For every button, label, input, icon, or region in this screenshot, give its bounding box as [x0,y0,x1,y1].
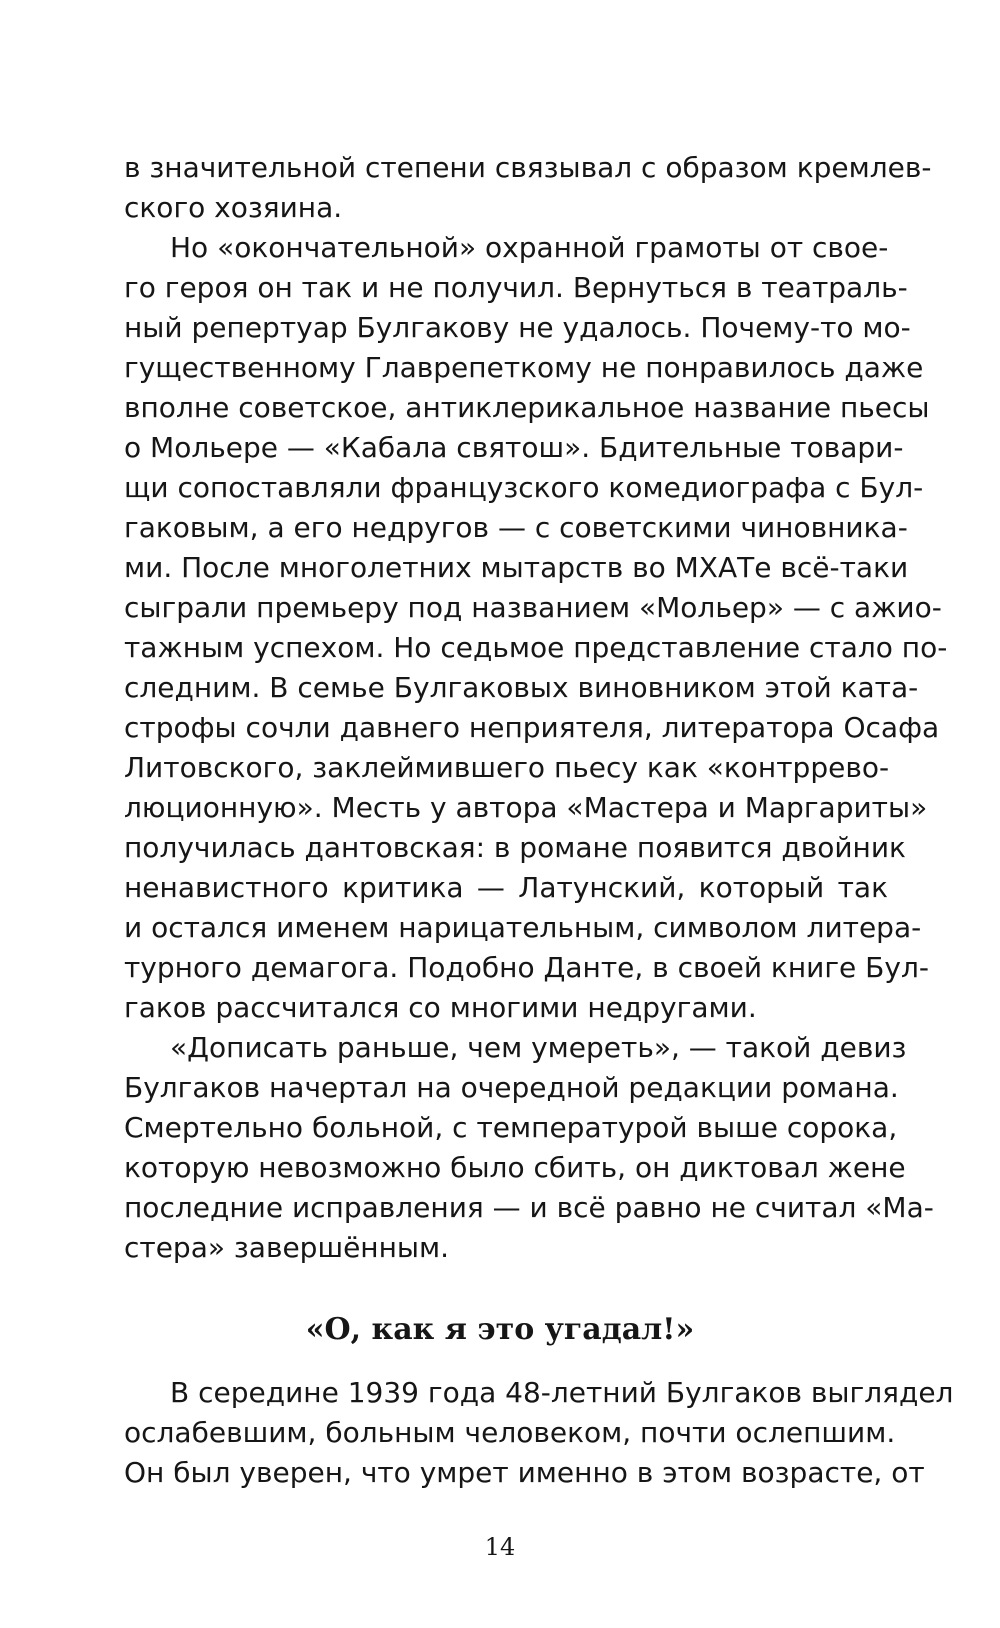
text-line: стера» завершённым. [124,1231,450,1264]
text-line: В середине 1939 года 48-летний Булгаков выглядел [170,1376,954,1409]
text-line: ненавистного критика — Латунский, который так [124,871,888,904]
text-line: Литовского, заклеймившего пьесу как «контррево- [124,751,890,784]
text-line: вполне советское, антиклерикальное название пьесы [124,391,930,424]
text-line: Он был уверен, что умрет именно в этом возрасте, от [124,1456,925,1489]
section-heading: «О, как я это угадал!» [305,1312,695,1347]
text-line: тажным успехом. Но седьмое представление стало по- [124,631,948,664]
text-line: «Дописать раньше, чем умереть», — такой девиз [170,1031,907,1064]
text-line: ный репертуар Булгакову не удалось. Почему-то мо- [124,311,911,344]
text-line: Булгаков начертал на очередной редакции романа. [124,1071,899,1104]
text-line: которую невозможно было сбить, он диктовал жене [124,1151,906,1184]
text-line: следним. В семье Булгаковых виновником этой ката- [124,671,919,704]
text-line: ослабевшим, больным человеком, почти ослепшим. [124,1416,896,1449]
text-line: строфы сочли давнего неприятеля, литератора Осафа [124,711,940,744]
text-line: турного демагога. Подобно Данте, в своей книге Бул- [124,951,929,984]
page-number: 14 [484,1533,516,1561]
text-line: гаковым, а его недругов — с советскими чиновника- [124,511,908,544]
text-line: в значительной степени связывал с образом кремлев- [124,151,932,184]
text-line: люционную». Месть у автора «Мастера и Маргариты» [124,791,928,824]
text-line: гаков рассчитался со многими недругами. [124,991,757,1024]
text-line: получилась дантовская: в романе появится двойник [124,831,906,864]
text-line: Но «окончательной» охранной грамоты от свое- [170,231,889,264]
text-line: и остался именем нарицательным, символом литера- [124,911,922,944]
text-line: ми. После многолетних мытарств во МХАТе всё-таки [124,551,909,584]
text-line: сыграли премьеру под названием «Мольер» — с ажио- [124,591,942,624]
text-line: гущественному Главрепеткому не понравилось даже [124,351,924,384]
text-line: ского хозяина. [124,191,343,224]
text-line: о Мольере — «Кабала святош». Бдительные товари- [124,431,904,464]
text-line: го героя он так и не получил. Вернуться в театраль- [124,271,908,304]
text-line: щи сопоставляли французского комедиографа с Бул- [124,471,924,504]
text-line: последние исправления — и всё равно не считал «Ма- [124,1191,934,1224]
text-line: Смертельно больной, с температурой выше сорока, [124,1111,898,1144]
